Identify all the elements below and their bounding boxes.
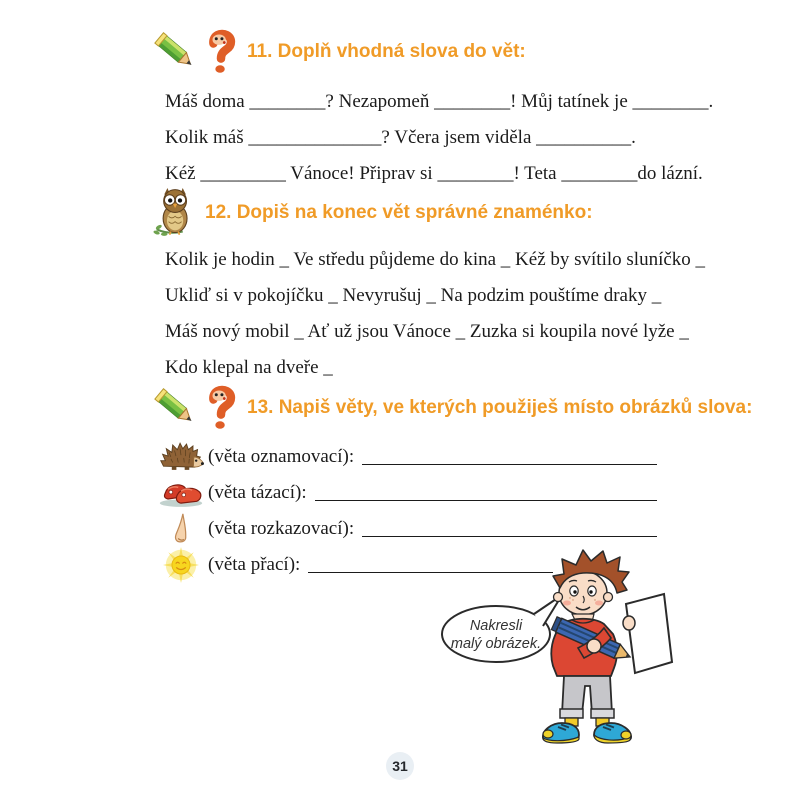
exercise-11-sentences: [165, 84, 713, 192]
exercise-11-title: 11. Doplň vhodná slova do vět:: [247, 41, 526, 62]
exercise-13-title: 13. Napiš věty, ve kterých použiješ místo obrázků slova:: [247, 397, 753, 418]
sentence-type-label: (věta přací):: [208, 554, 301, 575]
exercise-12-sentences: [165, 242, 705, 386]
sentence-line: Máš doma ________? Nezapomeň ________! Můj tatínek je ________.: [165, 91, 714, 112]
nose-icon: [156, 512, 206, 546]
speech-bubble-line1: Nakresli: [469, 618, 523, 634]
picture-sentence-row: [156, 511, 657, 547]
sun-icon: [156, 546, 206, 584]
pencil-icon: [153, 28, 199, 76]
sentence-type-label: (věta oznamovací):: [208, 446, 355, 467]
answer-line: [308, 557, 553, 573]
boy-illustration: [534, 546, 694, 746]
exercise-12-title: 12. Dopiš na konec vět správné znaménko:: [205, 202, 593, 223]
pencil-icon: [153, 384, 199, 432]
sentence-type-label: (věta rozkazovací):: [208, 518, 355, 539]
speech-bubble-line2: malý obrázek.: [450, 636, 542, 652]
answer-line: [362, 521, 657, 537]
sentence-line: Kdo klepal na dveře _: [165, 357, 333, 378]
sentence-type-label: (věta tázací):: [208, 482, 307, 503]
hedgehog-icon: [156, 441, 206, 473]
sentence-line: Ukliď si v pokojíčku _ Nevyrušuj _ Na podzim pouštíme draky _: [165, 285, 662, 306]
sentence-line: Kolik je hodin _ Ve středu půjdeme do kina _ Kéž by svítilo sluníčko _: [165, 249, 706, 270]
answer-line: [315, 485, 657, 501]
page-number: 31: [392, 758, 408, 774]
exercise-11-heading: [153, 28, 526, 76]
picture-sentence-row: [156, 439, 657, 475]
exercise-13-heading: [153, 384, 752, 432]
exercise-12-heading: [152, 188, 593, 238]
shoes-icon: [156, 478, 206, 508]
sentence-line: Máš nový mobil _ Ať už jsou Vánoce _ Zuzka si koupila nové lyže _: [165, 321, 689, 342]
sentence-line: Kolik máš ______________? Včera jsem viděla __________.: [165, 127, 636, 148]
answer-line: [362, 449, 657, 465]
question-mark-icon: [204, 29, 238, 75]
page-number-badge: [386, 752, 414, 780]
owl-icon: [152, 188, 196, 238]
sentence-line: Kéž _________ Vánoce! Připrav si ________! Teta ________do lázní.: [165, 163, 703, 184]
picture-sentence-row: [156, 475, 657, 511]
question-mark-icon: [204, 385, 238, 431]
